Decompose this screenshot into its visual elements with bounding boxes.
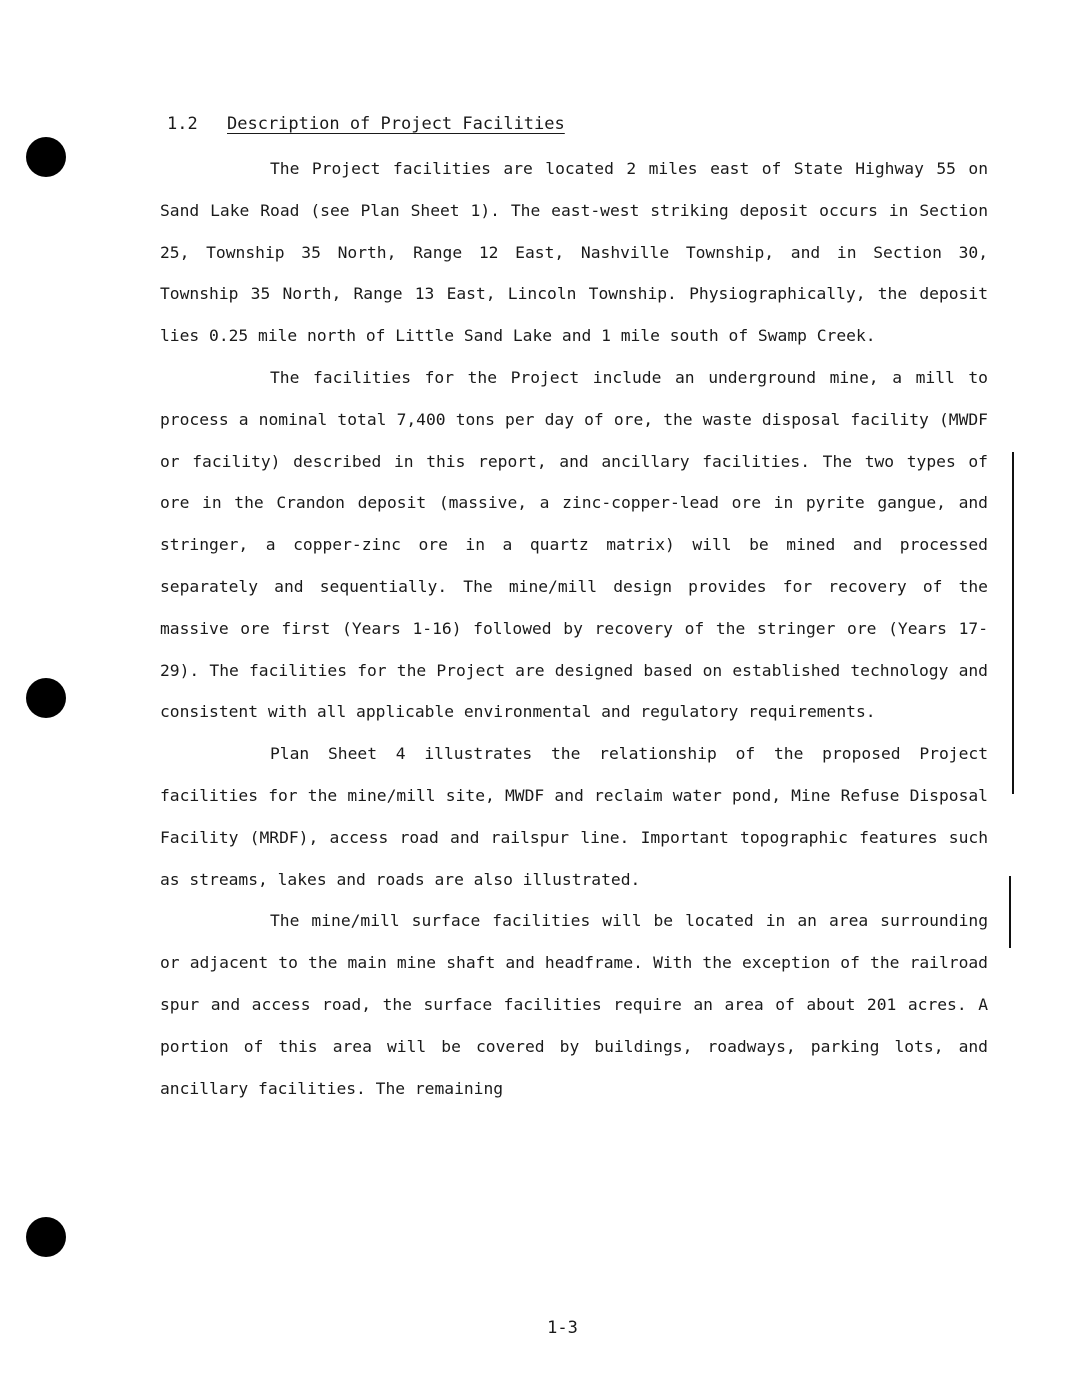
page-number: 1-3 <box>547 1318 578 1338</box>
paragraph-plan-sheet: Plan Sheet 4 illustrates the relationship of the proposed Project facilities for the mine/mill site, MWDF and reclaim water pond, Mine Refuse Disposal Facility (MRDF), access road and railspur line. Important topographic features such as streams, lakes and roads are also illustrated. <box>160 744 988 889</box>
body-text <box>160 148 988 1109</box>
revision-bar-paragraph-2 <box>1012 452 1014 794</box>
binder-hole-bottom <box>26 1217 66 1257</box>
paragraph-surface-facilities: The mine/mill surface facilities will be located in an area surrounding or adjacent to the main mine shaft and headframe. With the exception of the railroad spur and access road, the surface facilities require an area of about 201 acres. A portion of this area will be covered by buildings, roadways, parking lots, and ancillary facilities. The remaining <box>160 911 988 1098</box>
binder-hole-top <box>26 137 66 177</box>
paragraph-location: The Project facilities are located 2 miles east of State Highway 55 on Sand Lake Road (see Plan Sheet 1). The east-west striking deposit occurs in Section 25, Township 35 North, Range 12 East, Nashville Township, and in Section 30, Township 35 North, Range 13 East, Lincoln Township. Physiographically, the deposit lies 0.25 mile north of Little Sand Lake and 1 mile south of Swamp Creek. <box>160 159 988 346</box>
revision-bar-paragraph-3 <box>1009 876 1011 948</box>
section-heading <box>167 114 565 134</box>
binder-hole-middle <box>26 678 66 718</box>
paragraph-facilities: The facilities for the Project include an underground mine, a mill to process a nominal total 7,400 tons per day of ore, the waste disposal facility (MWDF or facility) described in this report, and ancillary facilities. The two types of ore in the Crandon deposit (massive, a zinc-copper-lead ore in pyrite gangue, and stringer, a copper-zinc ore in a quartz matrix) will be mined and processed separately and sequentially. The mine/mill design provides for recovery of the massive ore first (Years 1-16) followed by recovery of the stringer ore (Years 17-29). The facilities for the Project are designed based on established technology and consistent with all applicable environmental and regulatory requirements. <box>160 367 988 722</box>
section-number: 1.2 <box>167 114 198 134</box>
section-title: Description of Project Facilities <box>227 114 565 134</box>
